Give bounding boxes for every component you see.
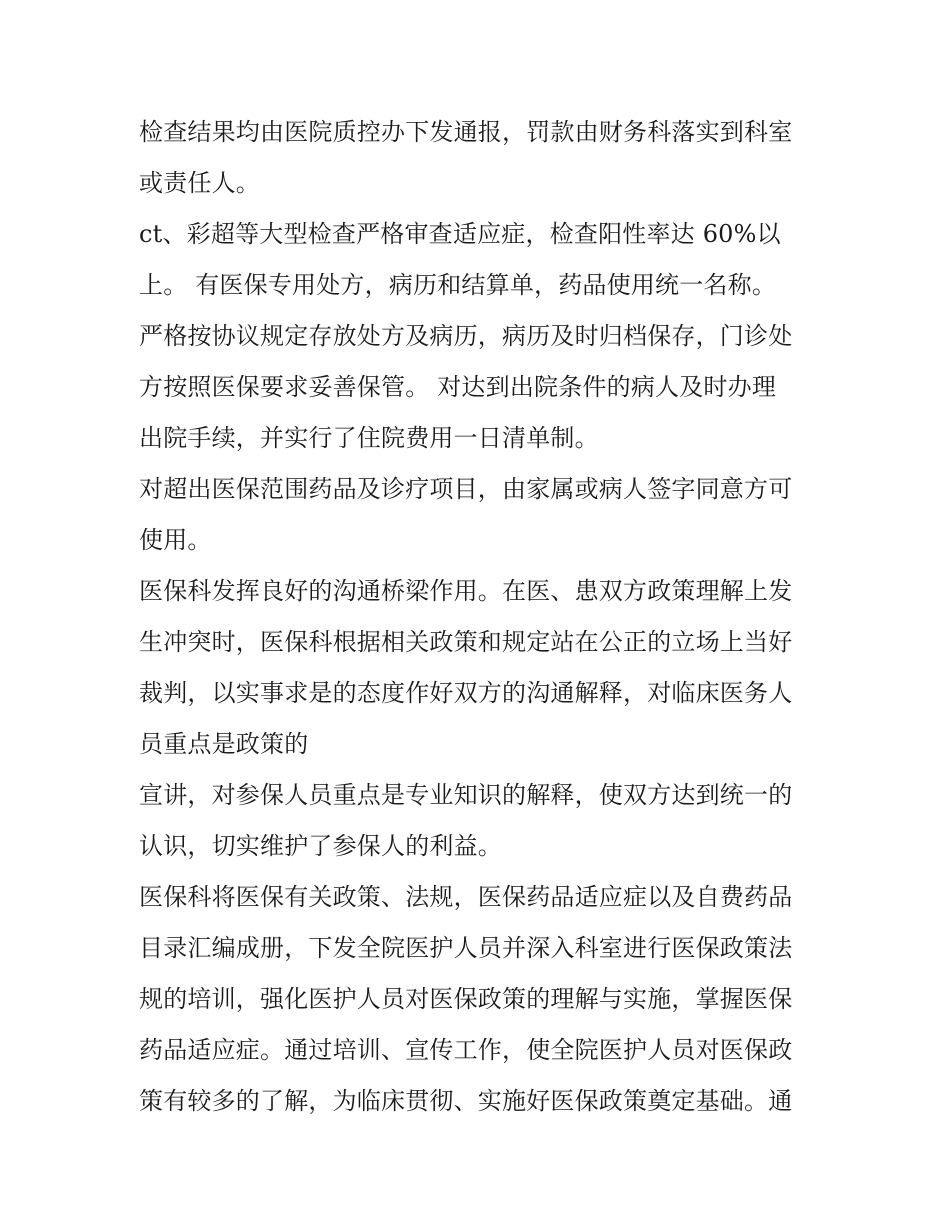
text-line: ct、彩超等大型检查严格审查适应症，检查阳性率达 60%以 [139,220,781,248]
text-line: 对超出医保范围药品及诊疗项目，由家属或病人签字同意方可 [139,475,793,503]
text-line: 医保科发挥良好的沟通桥梁作用。在医、患双方政策理解上发 [139,577,793,605]
text-line: 药品适应症。通过培训、宣传工作，使全院医护人员对医保政 [139,1036,793,1064]
text-line: 严格按协议规定存放处方及病历，病历及时归档保存，门诊处 [139,322,793,350]
text-line: 或责任人。 [139,169,260,197]
text-line: 方按照医保要求妥善保管。 对达到出院条件的病人及时办理 [139,373,777,401]
text-line: 使用。 [139,526,212,554]
text-line: 医保科将医保有关政策、法规，医保药品适应症以及自费药品 [139,883,793,911]
text-line: 目录汇编成册，下发全院医护人员并深入科室进行医保政策法 [139,934,793,962]
document-body [139,107,819,1127]
text-line: 出院手续，并实行了住院费用一日清单制。 [139,424,599,452]
text-line: 生冲突时，医保科根据相关政策和规定站在公正的立场上当好 [139,628,793,656]
text-line: 员重点是政策的 [139,730,309,758]
text-line: 宣讲，对参保人员重点是专业知识的解释，使双方达到统一的 [139,781,793,809]
text-line: 规的培训，强化医护人员对医保政策的理解与实施，掌握医保 [139,985,793,1013]
text-line: 检查结果均由医院质控办下发通报，罚款由财务科落实到科室 [139,118,793,146]
text-line: 策有较多的了解，为临床贯彻、实施好医保政策奠定基础。通 [139,1087,793,1115]
text-line: 裁判，以实事求是的态度作好双方的沟通解释，对临床医务人 [139,679,793,707]
text-line: 认识，切实维护了参保人的利益。 [139,832,502,860]
text-line: 上。 有医保专用处方，病历和结算单，药品使用统一名称。 [139,271,777,299]
